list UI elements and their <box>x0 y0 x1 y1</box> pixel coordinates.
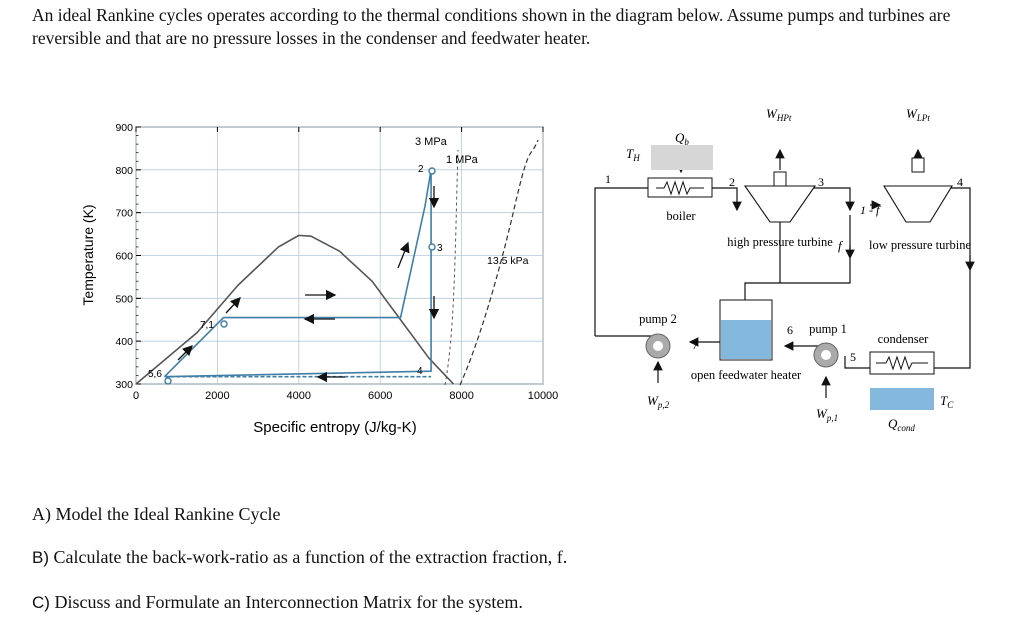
state-point-3: 3 <box>818 175 824 189</box>
feedwater-heater-water <box>721 320 771 359</box>
symbol-wp2 <box>647 393 670 410</box>
state-point-4: 4 <box>957 175 963 189</box>
symbol-qb-sub: b <box>684 137 689 147</box>
pump1-label: pump 1 <box>809 322 847 336</box>
isobar-3mpa-label: 3 MPa <box>415 136 447 148</box>
question-a-label: A) <box>32 504 51 524</box>
question-c-label: C) <box>32 593 50 612</box>
state-point-5: 5 <box>850 350 856 364</box>
question-c-text: Discuss and Formulate an Interconnection Matrix for the system. <box>49 592 523 612</box>
state-point-6: 6 <box>787 323 793 337</box>
question-b-text: Calculate the back-work-ratio as a function of the extraction fraction, f. <box>49 547 568 567</box>
condenser-label: condenser <box>877 332 929 346</box>
state-label-2: 2 <box>418 164 424 175</box>
x-tick-label: 2000 <box>205 390 230 402</box>
y-tick-label: 300 <box>115 379 133 391</box>
hp-turbine-label-text: high pressure turbine <box>727 235 833 249</box>
y-tick-label: 900 <box>115 122 133 134</box>
symbol-th-main: T <box>626 146 634 161</box>
hp-turbine-shaft <box>774 172 786 186</box>
x-tick-label: 10000 <box>527 390 559 402</box>
hp-turbine-label <box>727 235 833 249</box>
symbol-w-lpt <box>906 106 930 123</box>
symbol-w-lpt-main: W <box>906 106 917 121</box>
symbol-wp1-main: W <box>816 406 827 421</box>
isobar-13kpa-label: 13.5 kPa <box>487 255 529 267</box>
state-3-marker <box>429 244 435 250</box>
symbol-f: f <box>838 238 842 253</box>
problem-intro: An ideal Rankine cycles operates according to the thermal conditions shown in the diagram below. Assume pumps and turbines are reversible and that are no pressure losses in the condenser and feedwater heater. <box>32 5 951 48</box>
state-7-1-marker <box>221 321 227 327</box>
symbol-wp2-sub: p,2 <box>657 400 670 410</box>
state-point-7: 7 <box>692 338 698 352</box>
symbol-tc <box>940 393 954 410</box>
y-tick-label: 700 <box>115 207 133 220</box>
state-label-4: 4 <box>417 366 423 377</box>
hp-turbine-icon <box>745 186 815 222</box>
question-a-text: Model the Ideal Rankine Cycle <box>51 504 281 524</box>
pump1-hub <box>821 350 831 360</box>
symbol-th-sub: H <box>633 153 640 163</box>
state-2-marker <box>429 168 435 174</box>
pipe-state-2 <box>712 188 737 210</box>
symbol-tc-main: T <box>940 393 948 408</box>
y-tick-label: 800 <box>115 164 133 177</box>
symbol-tc-sub: C <box>947 400 954 410</box>
symbol-wp1-sub: p,1 <box>826 413 839 423</box>
pipe-to-heater <box>745 258 850 300</box>
symbol-w-lpt-sub: LPt <box>916 113 930 123</box>
pump2-hub <box>653 341 663 351</box>
y-tick-label: 500 <box>115 293 133 306</box>
symbol-qcond-main: Q <box>888 416 898 431</box>
question-b-label: B) <box>32 548 49 567</box>
pipe-to-condenser <box>934 270 970 368</box>
lp-turbine-shaft <box>912 158 924 172</box>
symbol-qcond <box>888 416 915 433</box>
hot-reservoir <box>651 145 713 170</box>
isobar-1mpa-label: 1 MPa <box>446 154 478 166</box>
y-tick-label: 400 <box>115 336 133 349</box>
symbol-w-hpt <box>766 106 792 123</box>
x-axis-label: Specific entropy (J/kg-K) <box>253 419 417 436</box>
cold-reservoir <box>870 388 934 410</box>
state-point-2: 2 <box>729 175 735 189</box>
symbol-wp1 <box>816 406 838 423</box>
feedwater-heater-label: open feedwater heater <box>690 368 802 382</box>
y-axis-label: Temperature (K) <box>80 204 96 306</box>
state-label-5-6: 5,6 <box>148 369 162 380</box>
state-label-7-1: 7,1 <box>200 320 214 331</box>
symbol-qb-main: Q <box>675 130 685 145</box>
symbol-w-hpt-sub: HPt <box>776 113 792 123</box>
pipe-state-5 <box>845 356 870 368</box>
symbol-th <box>626 146 640 163</box>
lp-turbine-label: low pressure turbine <box>868 238 972 252</box>
state-label-3: 3 <box>437 243 443 254</box>
boiler-label: boiler <box>666 209 696 223</box>
x-tick-label: 8000 <box>449 390 474 402</box>
schematic <box>595 106 971 433</box>
y-tick-label: 600 <box>115 250 133 263</box>
lp-turbine-icon <box>884 186 952 222</box>
symbol-one-minus-f: 1 - f <box>860 203 880 217</box>
ts-chart <box>80 122 558 436</box>
x-tick-label: 0 <box>132 390 140 402</box>
symbol-qcond-sub: cond <box>897 423 915 433</box>
symbol-wp2-main: W <box>647 393 658 408</box>
x-tick-label: 4000 <box>286 390 312 402</box>
state-5-6-marker <box>165 378 171 384</box>
symbol-qb <box>675 130 689 147</box>
x-tick-label: 6000 <box>367 390 393 402</box>
pump2-label: pump 2 <box>639 312 677 326</box>
state-point-1: 1 <box>605 172 611 186</box>
symbol-w-hpt-main: W <box>766 106 777 121</box>
